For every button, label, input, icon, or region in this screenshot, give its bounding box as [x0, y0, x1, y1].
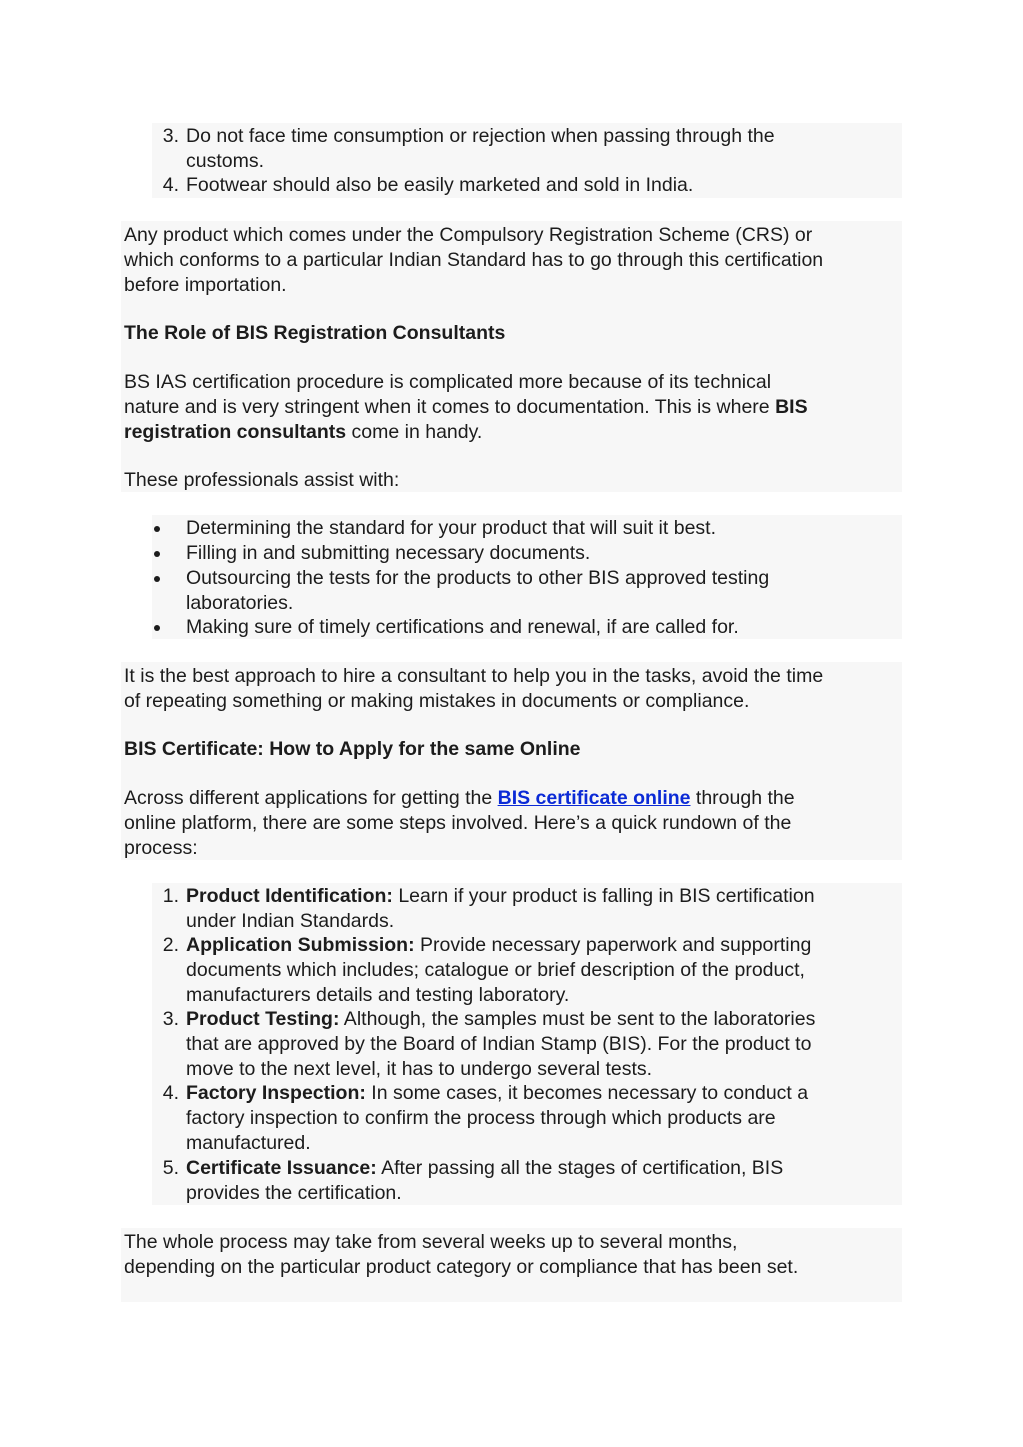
paragraph-line: [124, 420, 482, 445]
step-label: Application Submission:: [186, 934, 415, 956]
list-item-text: Making sure of timely certifications and renewal, if are called for.: [186, 616, 739, 638]
paragraph-line: The whole process may take from several weeks up to several months,: [124, 1231, 738, 1253]
list-item-text: Outsourcing the tests for the products to other BIS approved testing: [186, 567, 770, 589]
bold-text: registration consultants: [124, 421, 347, 443]
step-text: Learn if your product is falling in BIS certification: [392, 885, 815, 907]
step-label: Product Testing:: [186, 1008, 340, 1030]
paragraph-line: [124, 786, 795, 811]
paragraph-line: before importation.: [124, 274, 287, 296]
paragraph-line: It is the best approach to hire a consultant to help you in the tasks, avoid the time: [124, 665, 824, 687]
list-item-text: under Indian Standards.: [186, 910, 395, 932]
numbered-list-top: [152, 123, 902, 198]
list-item-text: [186, 1081, 808, 1106]
list-item-text: manufactured.: [186, 1132, 311, 1154]
bullet-icon: [154, 551, 160, 557]
steps-list: [152, 883, 902, 1205]
list-item-text: [186, 933, 811, 958]
bullet-icon: [154, 576, 160, 582]
paragraph-line: Any product which comes under the Compulsory Registration Scheme (CRS) or: [124, 224, 813, 246]
list-number: 3.: [162, 125, 179, 147]
paragraph-line: BS IAS certification procedure is complicated more because of its technical: [124, 371, 772, 393]
list-item-text: move to the next level, it has to undergo several tests.: [186, 1058, 653, 1080]
step-text: In some cases, it becomes necessary to conduct a: [365, 1082, 809, 1104]
list-item-text: [186, 1156, 783, 1181]
list-item-text: that are approved by the Board of Indian Stamp (BIS). For the product to: [186, 1033, 812, 1055]
bold-text: BIS: [775, 396, 808, 418]
list-item-text: [186, 884, 815, 909]
bullet-icon: [154, 526, 160, 532]
paragraph-line: which conforms to a particular Indian Standard has to go through this certification: [124, 249, 824, 271]
paragraph-line: process:: [124, 837, 198, 859]
list-item-text: documents which includes; catalogue or brief description of the product,: [186, 959, 805, 981]
step-text: Provide necessary paperwork and supporting: [414, 934, 812, 956]
list-number: 3.: [162, 1008, 179, 1030]
step-label: Factory Inspection:: [186, 1082, 366, 1104]
paragraph-line: of repeating something or making mistakes in documents or compliance.: [124, 690, 750, 712]
step-text: After passing all the stages of certification, BIS: [376, 1157, 784, 1179]
section-apply-online: [121, 662, 902, 860]
paragraph-line: [124, 395, 808, 420]
step-label: Product Identification:: [186, 885, 393, 907]
list-number: 4.: [162, 1082, 179, 1104]
list-number: 4.: [162, 174, 179, 196]
paragraph-text: nature and is very stringent when it comes to documentation. This is where: [124, 396, 776, 418]
section-heading: The Role of BIS Registration Consultants: [124, 322, 506, 344]
list-item-text: Determining the standard for your product that will suit it best.: [186, 517, 717, 539]
list-item-text: Do not face time consumption or rejection when passing through the: [186, 125, 775, 147]
step-text: Although, the samples must be sent to the laboratories: [339, 1008, 816, 1030]
section-crs-and-consultants: [121, 221, 902, 492]
closing-paragraph: [121, 1228, 902, 1302]
paragraph-line: online platform, there are some steps involved. Here’s a quick rundown of the: [124, 812, 792, 834]
list-number: 5.: [162, 1157, 179, 1179]
paragraph-line: depending on the particular product category or compliance that has been set.: [124, 1256, 799, 1278]
paragraph-text: through the: [690, 787, 795, 809]
list-number: 2.: [162, 934, 179, 956]
bullet-icon: [154, 625, 160, 631]
list-number: 1.: [162, 885, 179, 907]
list-item-text: laboratories.: [186, 592, 294, 614]
section-heading: BIS Certificate: How to Apply for the same Online: [124, 738, 581, 760]
list-item-text: manufacturers details and testing laboratory.: [186, 984, 570, 1006]
list-item-text: customs.: [186, 150, 265, 172]
list-item-text: [186, 1007, 815, 1032]
list-item-text: Filling in and submitting necessary documents.: [186, 542, 591, 564]
step-label: Certificate Issuance:: [186, 1157, 377, 1179]
bulleted-list: [152, 515, 902, 639]
list-item-text: Footwear should also be easily marketed and sold in India.: [186, 174, 694, 196]
paragraph-text: Across different applications for getting the: [124, 787, 498, 809]
bis-certificate-online-link[interactable]: BIS certificate online: [497, 787, 691, 809]
list-item-text: factory inspection to confirm the process through which products are: [186, 1107, 776, 1129]
list-item-text: provides the certification.: [186, 1182, 402, 1204]
paragraph-line: These professionals assist with:: [124, 469, 400, 491]
paragraph-text: come in handy.: [346, 421, 483, 443]
